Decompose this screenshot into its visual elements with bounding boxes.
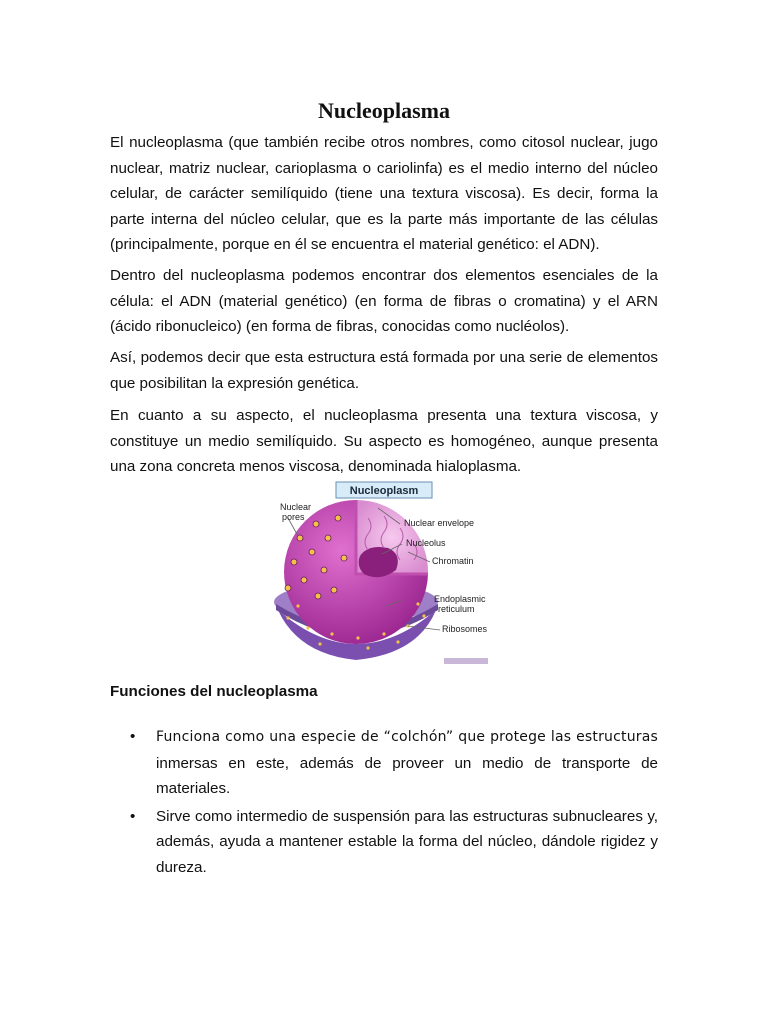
nucleus-diagram: [268, 478, 516, 670]
label-er-2: reticulum: [438, 604, 475, 614]
label-nuclear-pores-1: Nuclear: [280, 502, 312, 512]
list-item: [110, 724, 658, 802]
functions-list: [110, 724, 658, 880]
label-ribosomes: Ribosomes: [442, 624, 488, 634]
function-2-text: Sirve como intermedio de suspensión para las estructuras subnucleares y, además, ayuda a mantener estable la forma del núcleo, dándole rigidez y dureza.: [156, 807, 658, 876]
paragraph-4: En cuanto a su aspecto, el nucleoplasma presenta una textura viscosa, y constituye un medio semilíquido. Su aspecto es homogéneo, aunque presenta una zona concreta menos viscosa, denominada hialoplasma.: [110, 407, 658, 475]
label-nuclear-pores-2: pores: [282, 512, 305, 522]
paragraph-2: Dentro del nucleoplasma podemos encontrar dos elementos esenciales de la célula: el ADN (material genético) (en forma de fibras o cromatina) y el ARN (ácido ribonucleico) (en forma de fibras, conocidas como nucléolos).: [110, 267, 658, 335]
paragraph-3: Así, podemos decir que esta estructura está formada por una serie de elementos que posibilitan la expresión genética.: [110, 349, 658, 392]
figure-title: Nucleoplasm: [349, 485, 419, 497]
page-title: Nucleoplasma: [318, 98, 450, 123]
list-item: [110, 804, 658, 881]
label-chromatin: Chromatin: [432, 556, 474, 566]
bullet-1: •: [130, 728, 136, 745]
label-er-1: Endoplasmic: [434, 594, 486, 604]
function-1-first-line: Funciona como una especie de “colchón” que protege las estructuras: [156, 729, 658, 745]
paragraph-1: El nucleoplasma (que también recibe otros nombres, como citosol nuclear, jugo nuclear, matriz nuclear, carioplasma o cariolinfa) es el medio interno del núcleo celular, de carácter semilíquido (tiene una textura viscosa). Es decir, forma la parte interna del núcleo celular, que es la parte más importante de las células (principalmente, porque en él se encuentra el material genético: el ADN).: [110, 134, 658, 253]
label-nucleolus: Nucleolus: [406, 538, 446, 548]
functions-heading: Funciones del nucleoplasma: [110, 683, 318, 700]
bullet-2: •: [130, 807, 136, 825]
function-1-rest: inmersas en este, además de proveer un medio de transporte de materiales.: [156, 754, 658, 797]
nucleoplasm-figure: [268, 478, 516, 670]
label-nuclear-envelope: Nuclear envelope: [404, 518, 475, 528]
nucleolus-shape: [359, 547, 398, 577]
figure-logo-mark: [444, 658, 488, 664]
